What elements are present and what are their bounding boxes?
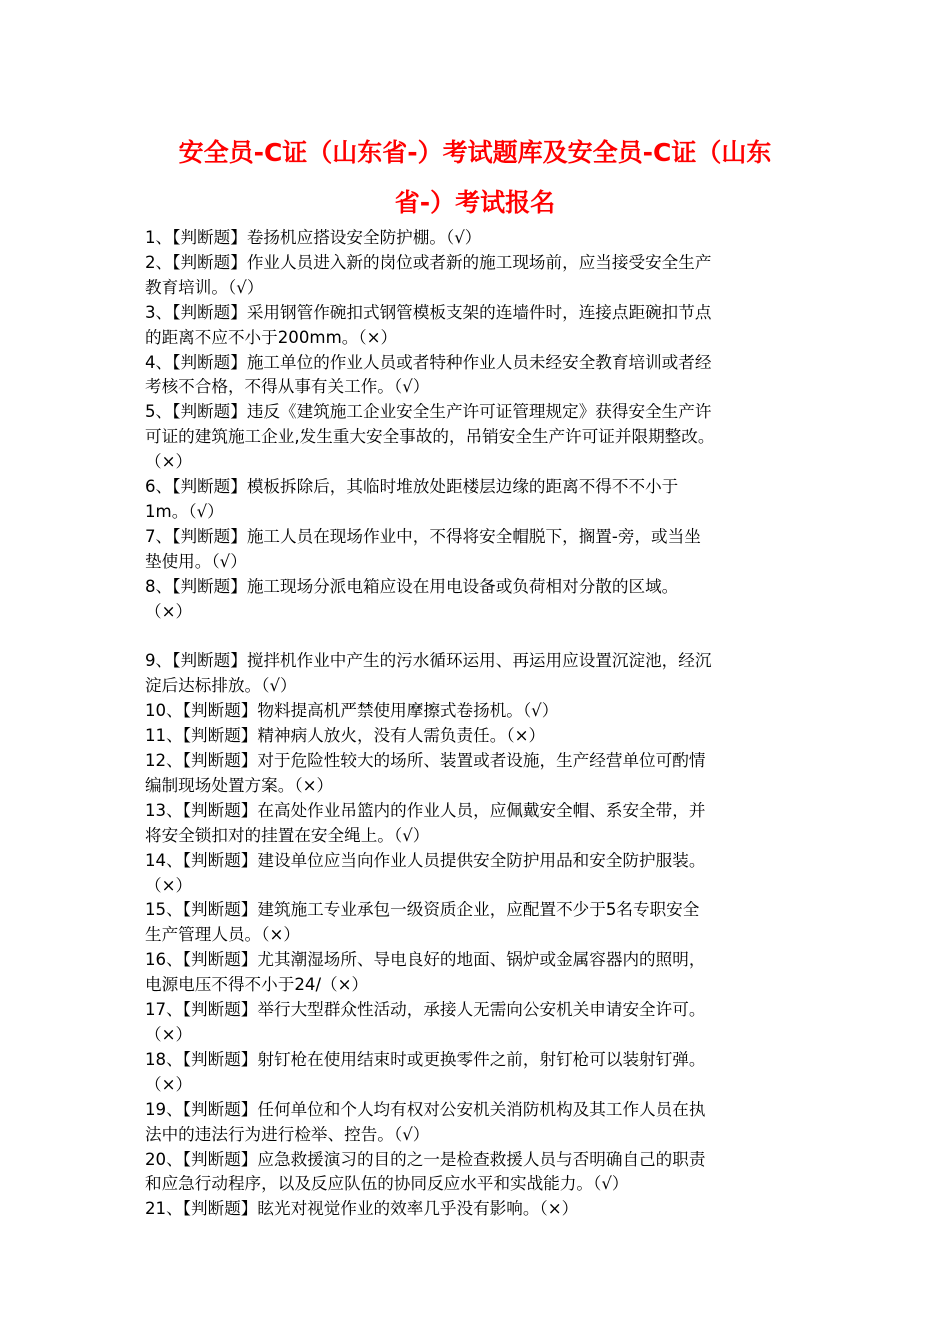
question-text: 12、【判断题】对于危险性较大的场所、装置或者设施，生产经营单位可酌情: [145, 751, 706, 771]
question-text: 15、【判断题】建筑施工专业承包一级资质企业，应配置不少于5名专职安全: [145, 900, 700, 920]
question-item: [145, 649, 810, 699]
question-item: [145, 351, 810, 401]
question-text: （×）: [145, 1024, 193, 1044]
question-text: 可证的建筑施工企业,发生重大安全事故的，吊销安全生产许可证并限期整改。: [145, 427, 715, 447]
question-item: [145, 301, 810, 351]
question-text: 淀后达标排放。（√）: [145, 676, 297, 696]
question-text: 18、【判断题】射钉枪在使用结束时或更换零件之前，射钉枪可以装射钉弹。: [145, 1049, 706, 1069]
title-line: 省-）考试报名: [394, 188, 556, 217]
question-text: 4、【判断题】施工单位的作业人员或者特种作业人员未经安全教育培训或者经: [145, 352, 712, 372]
question-text: 和应急行动程序，以及反应队伍的协同反应水平和实战能力。（√）: [145, 1174, 629, 1194]
question-text: （×）: [145, 1074, 193, 1094]
question-item: [145, 749, 810, 799]
question-text: 11、【判断题】精神病人放火，没有人需负责任。（×）: [145, 726, 546, 746]
question-text: 9、【判断题】搅拌机作业中产生的污水循环运用、再运用应设置沉淀池，经沉: [145, 651, 712, 671]
question-text: （×）: [145, 601, 193, 621]
question-text: 将安全锁扣对的挂置在安全绳上。（√）: [145, 825, 430, 845]
question-text: 17、【判断题】举行大型群众性活动，承接人无需向公安机关申请安全许可。: [145, 1000, 706, 1020]
question-item: [145, 799, 810, 849]
question-text: 10、【判断题】物料提高机严禁使用摩擦式卷扬机。（√）: [145, 701, 559, 721]
question-text: 3、【判断题】采用钢管作碗扣式钢管模板支架的连墙件时，连接点距碗扣节点: [145, 302, 712, 322]
question-text: 19、【判断题】任何单位和个人均有权对公安机关消防机构及其工作人员在执: [145, 1099, 706, 1119]
question-item: [145, 699, 810, 724]
question-item: [145, 849, 810, 899]
question-item: [145, 1098, 810, 1148]
question-text: 电源电压不得不小于24/（×）: [145, 975, 369, 995]
question-item: [145, 575, 810, 625]
question-item: [145, 998, 810, 1048]
question-text: 1、【判断题】卷扬机应搭设安全防护棚。（√）: [145, 228, 482, 247]
question-item: [145, 400, 810, 475]
title-line: 安全员-C证（山东省-）考试题库及安全员-C证（山东: [178, 138, 772, 167]
question-text: 教育培训。（√）: [145, 277, 264, 297]
question-text: 14、【判断题】建设单位应当向作业人员提供安全防护用品和安全防护服装。: [145, 850, 706, 870]
question-item: [145, 1148, 810, 1198]
question-text: 21、【判断题】眩光对视觉作业的效率几乎没有影响。（×）: [145, 1199, 579, 1219]
question-text: 考核不合格，不得从事有关工作。（√）: [145, 377, 430, 397]
question-list: [145, 226, 810, 1222]
question-text: 16、【判断题】尤其潮湿场所、导电良好的地面、锅炉或金属容器内的照明，: [145, 950, 706, 970]
question-text: 编制现场处置方案。（×）: [145, 775, 334, 795]
question-item: [145, 251, 810, 301]
question-text: 法中的违法行为进行检举、控告。（√）: [145, 1124, 430, 1144]
question-text: 13、【判断题】在高处作业吊篮内的作业人员，应佩戴安全帽、系安全带，并: [145, 800, 706, 820]
question-text: （×）: [145, 452, 193, 472]
question-text: 垫使用。（√）: [145, 551, 247, 571]
question-text: 7、【判断题】施工人员在现场作业中，不得将安全帽脱下，搁置-旁，或当坐: [145, 526, 701, 546]
question-item: [145, 724, 810, 749]
page-title: [140, 128, 810, 228]
question-item: [145, 1197, 810, 1222]
question-text: 生产管理人员。（×）: [145, 925, 300, 945]
question-text: （×）: [145, 875, 193, 895]
question-text: 6、【判断题】模板拆除后，其临时堆放处距楼层边缘的距离不得不不小于: [145, 477, 679, 497]
question-text: 8、【判断题】施工现场分派电箱应设在用电设备或负荷相对分散的区域。: [145, 576, 679, 596]
question-text: 5、【判断题】违反《建筑施工企业安全生产许可证管理规定》获得安全生产许: [145, 402, 712, 422]
question-item: [145, 226, 810, 251]
question-item: [145, 898, 810, 948]
question-text: 1m。（√）: [145, 501, 224, 521]
question-item: [145, 475, 810, 525]
question-item: [145, 1048, 810, 1098]
question-text: 的距离不应不小于200mm。（×）: [145, 327, 398, 347]
question-text: 20、【判断题】应急救援演习的目的之一是检查救援人员与否明确自己的职责: [145, 1149, 706, 1169]
question-item: [145, 525, 810, 575]
question-text: 2、【判断题】作业人员进入新的岗位或者新的施工现场前，应当接受安全生产: [145, 252, 712, 272]
question-item: [145, 948, 810, 998]
